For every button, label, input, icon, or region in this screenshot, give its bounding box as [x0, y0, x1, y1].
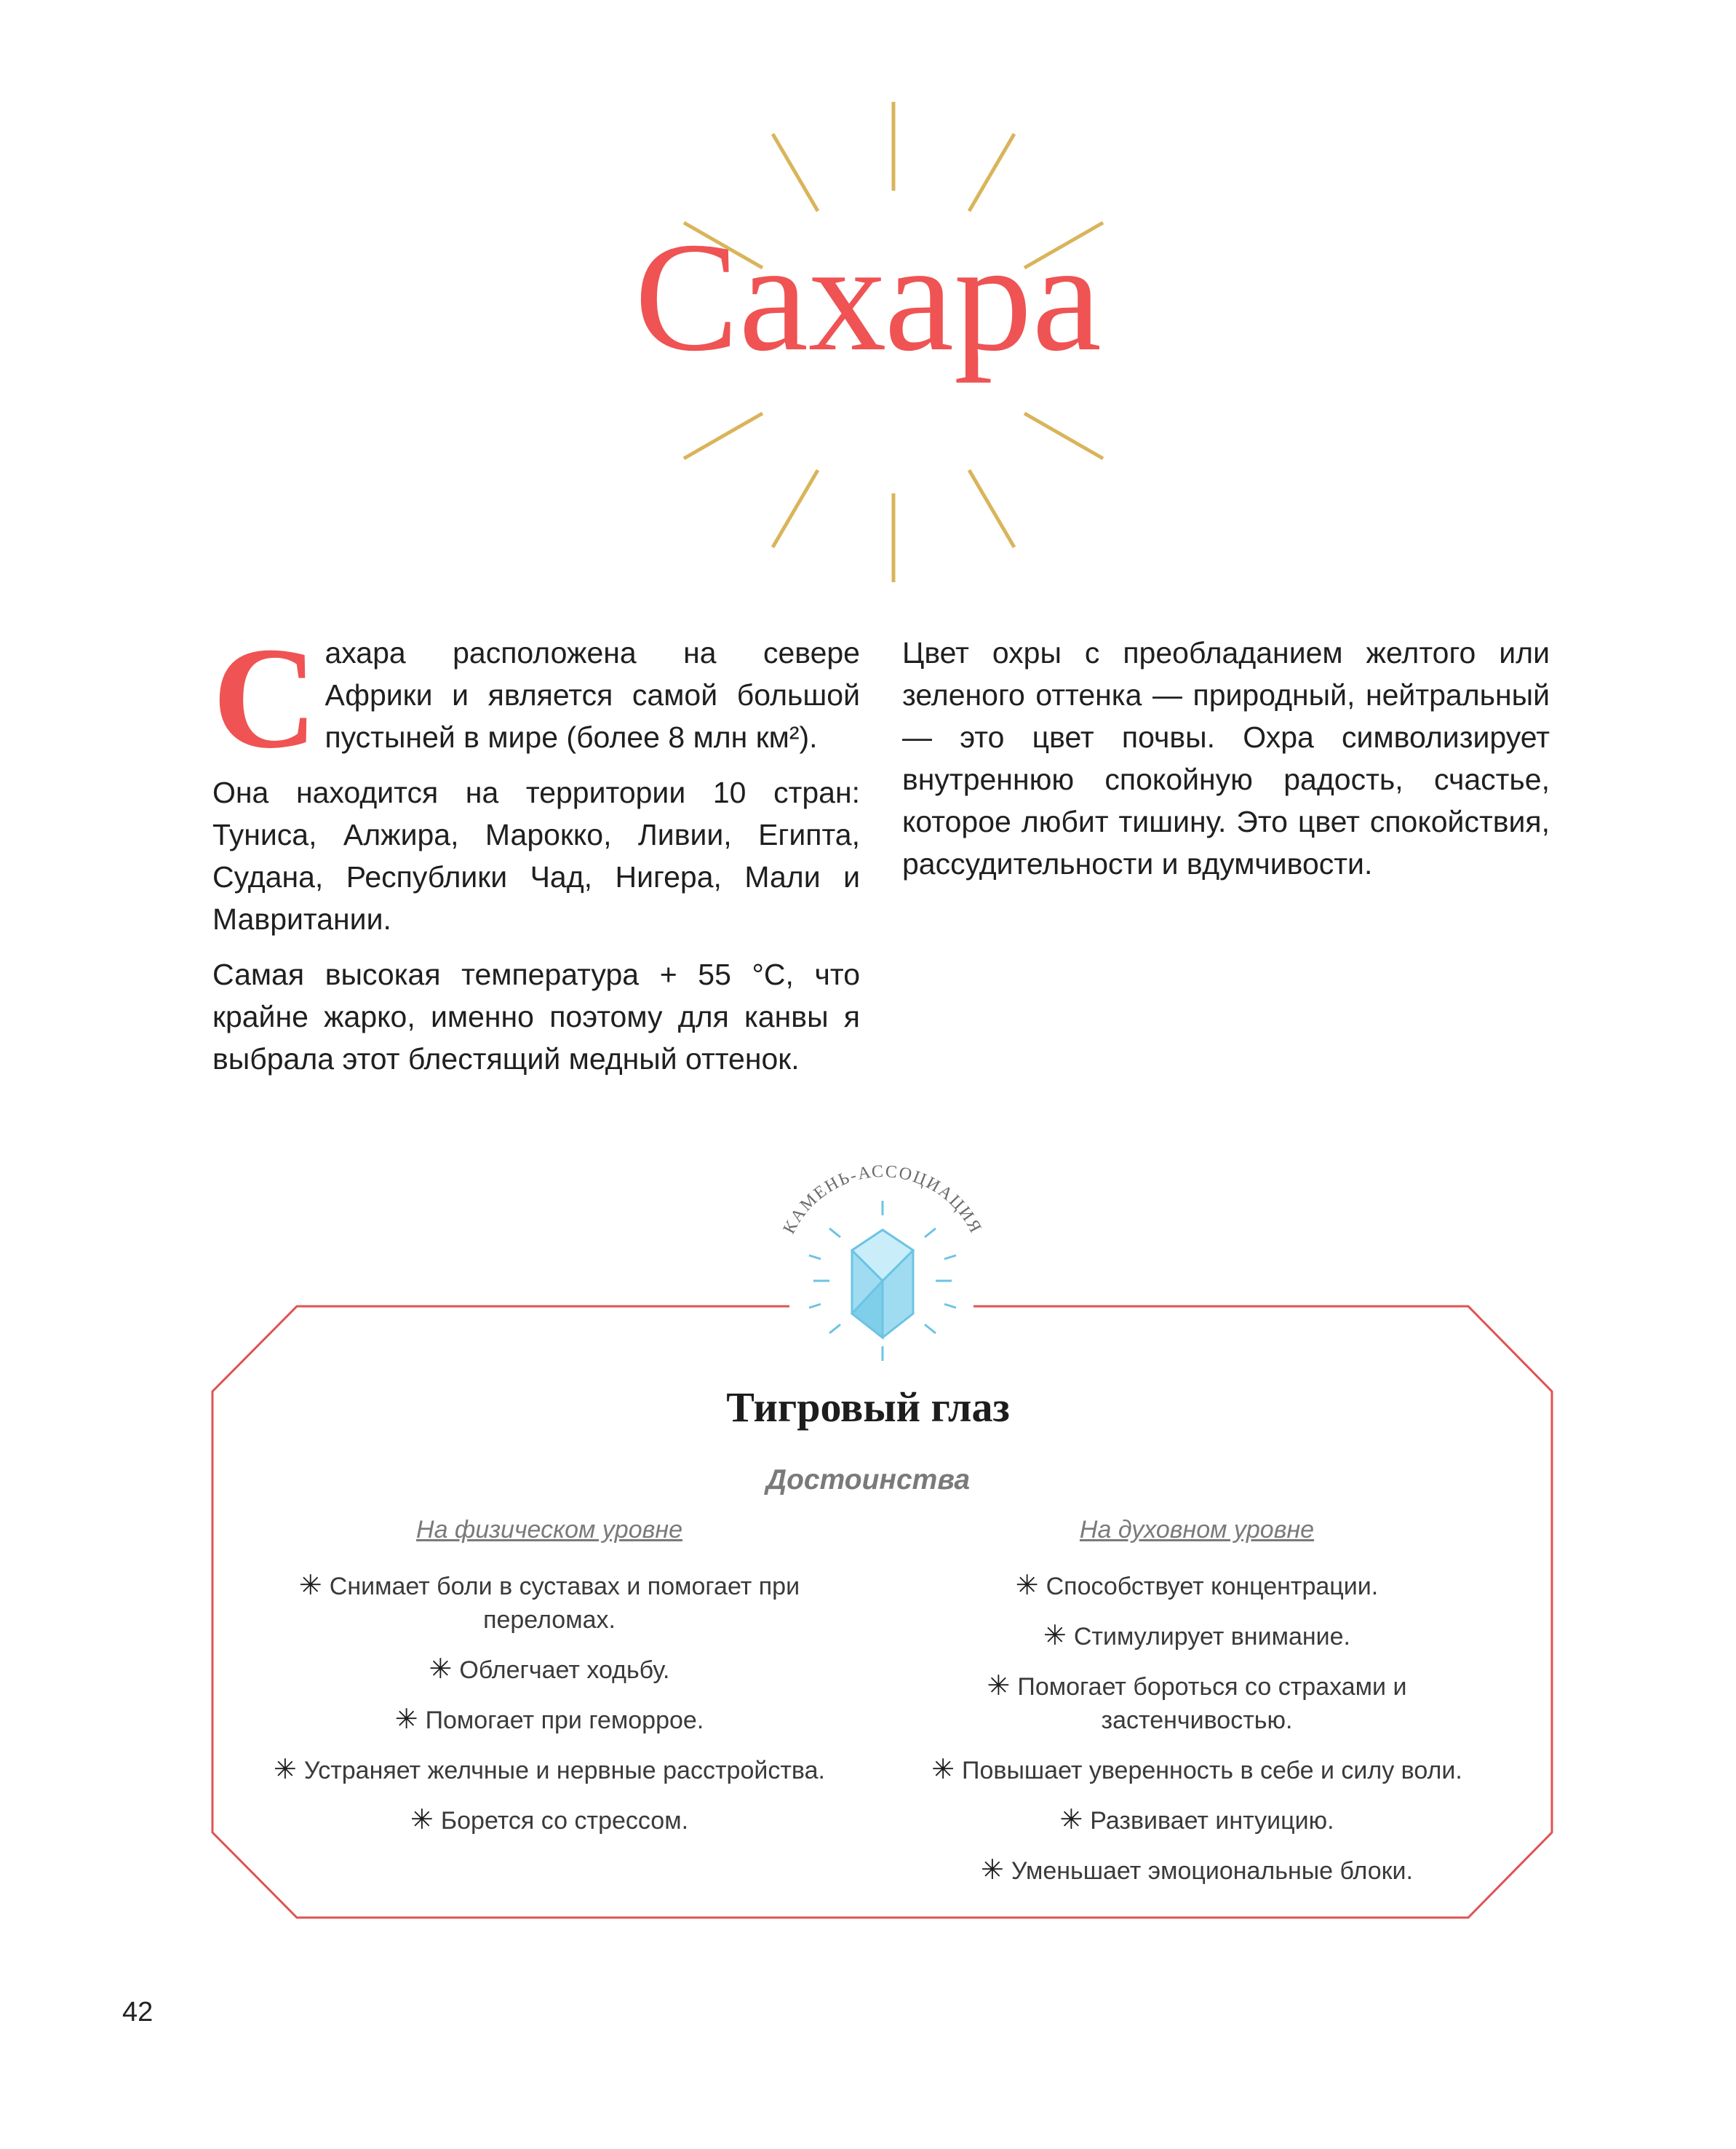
asterisk-icon: ✳: [298, 1570, 322, 1601]
list-item: ✳ Повышает уверенность в себе и силу воли.: [931, 1755, 1462, 1785]
stone-name: Тигровый глаз: [726, 1383, 1010, 1431]
intro-paragraph-3: Самая высокая температура + 55 °С, что крайне жарко, именно поэтому для канвы я выбрала этот блестящий медный оттенок.: [212, 958, 860, 1076]
merits-heading: Достоинства: [765, 1464, 971, 1495]
page-title: Сахара: [634, 210, 1102, 384]
list-item: ✳ Облегчает ходьбу.: [429, 1654, 670, 1685]
list-item: ✳ Устраняет желчные и нервные расстройства.: [274, 1755, 825, 1785]
asterisk-icon: ✳: [931, 1755, 955, 1785]
asterisk-icon: ✳: [987, 1671, 1011, 1701]
list-item: ✳ Развивает интуицию.: [1059, 1805, 1334, 1835]
asterisk-icon: ✳: [1015, 1570, 1039, 1601]
list-item: ✳ Уменьшает эмоциональные блоки.: [981, 1855, 1413, 1886]
asterisk-icon: ✳: [394, 1704, 418, 1735]
asterisk-icon: ✳: [274, 1755, 297, 1785]
intro-paragraph-2: Она находится на территории 10 стран: Туниса, Алжира, Марокко, Ливии, Египта, Судана, Республики Чад, Нигера, Мали и Мавритании.: [212, 776, 860, 936]
physical-benefits: [222, 1514, 877, 1854]
spiritual-benefits: [869, 1514, 1524, 1904]
list-item: ✳ Борется со стрессом.: [410, 1805, 689, 1835]
crystal-icon: [809, 1201, 956, 1361]
list-item: ✳ Способствует концентрации.: [1015, 1570, 1379, 1601]
asterisk-icon: ✳: [1059, 1805, 1083, 1835]
drop-cap: С: [212, 618, 318, 779]
spiritual-heading: На духовном уровне: [1079, 1516, 1315, 1544]
asterisk-icon: ✳: [410, 1805, 434, 1835]
asterisk-icon: ✳: [981, 1855, 1004, 1886]
page-number: 42: [122, 1997, 154, 2027]
list-item: ✳ Помогает бороться со страхами и застенчивостью.: [987, 1671, 1407, 1734]
asterisk-icon: ✳: [429, 1654, 453, 1685]
list-item: ✳ Снимает боли в суставах и помогает при переломах.: [298, 1570, 800, 1634]
stone-badge-label: КАМЕНЬ-АССОЦИАЦИЯ: [779, 1161, 986, 1237]
intro-paragraph-4: Цвет охры с преобладанием желтого или зеленого оттенка — природный, нейтральный — это цвет почвы. Охра символизирует внутреннюю спокойную радость, счастье, которое любит тишину. Это цвет спокойствия, рассудительности и вдумчивости.: [902, 636, 1550, 881]
list-item: ✳ Помогает при геморрое.: [394, 1704, 704, 1735]
asterisk-icon: ✳: [1043, 1621, 1067, 1651]
list-item: ✳ Стимулирует внимание.: [1043, 1621, 1350, 1651]
intro-paragraph-1-text: ахара расположена на севере Африки и является самой большой пустыней в мире (более 8 млн км²).: [324, 636, 860, 754]
physical-heading: На физическом уровне: [416, 1516, 682, 1544]
